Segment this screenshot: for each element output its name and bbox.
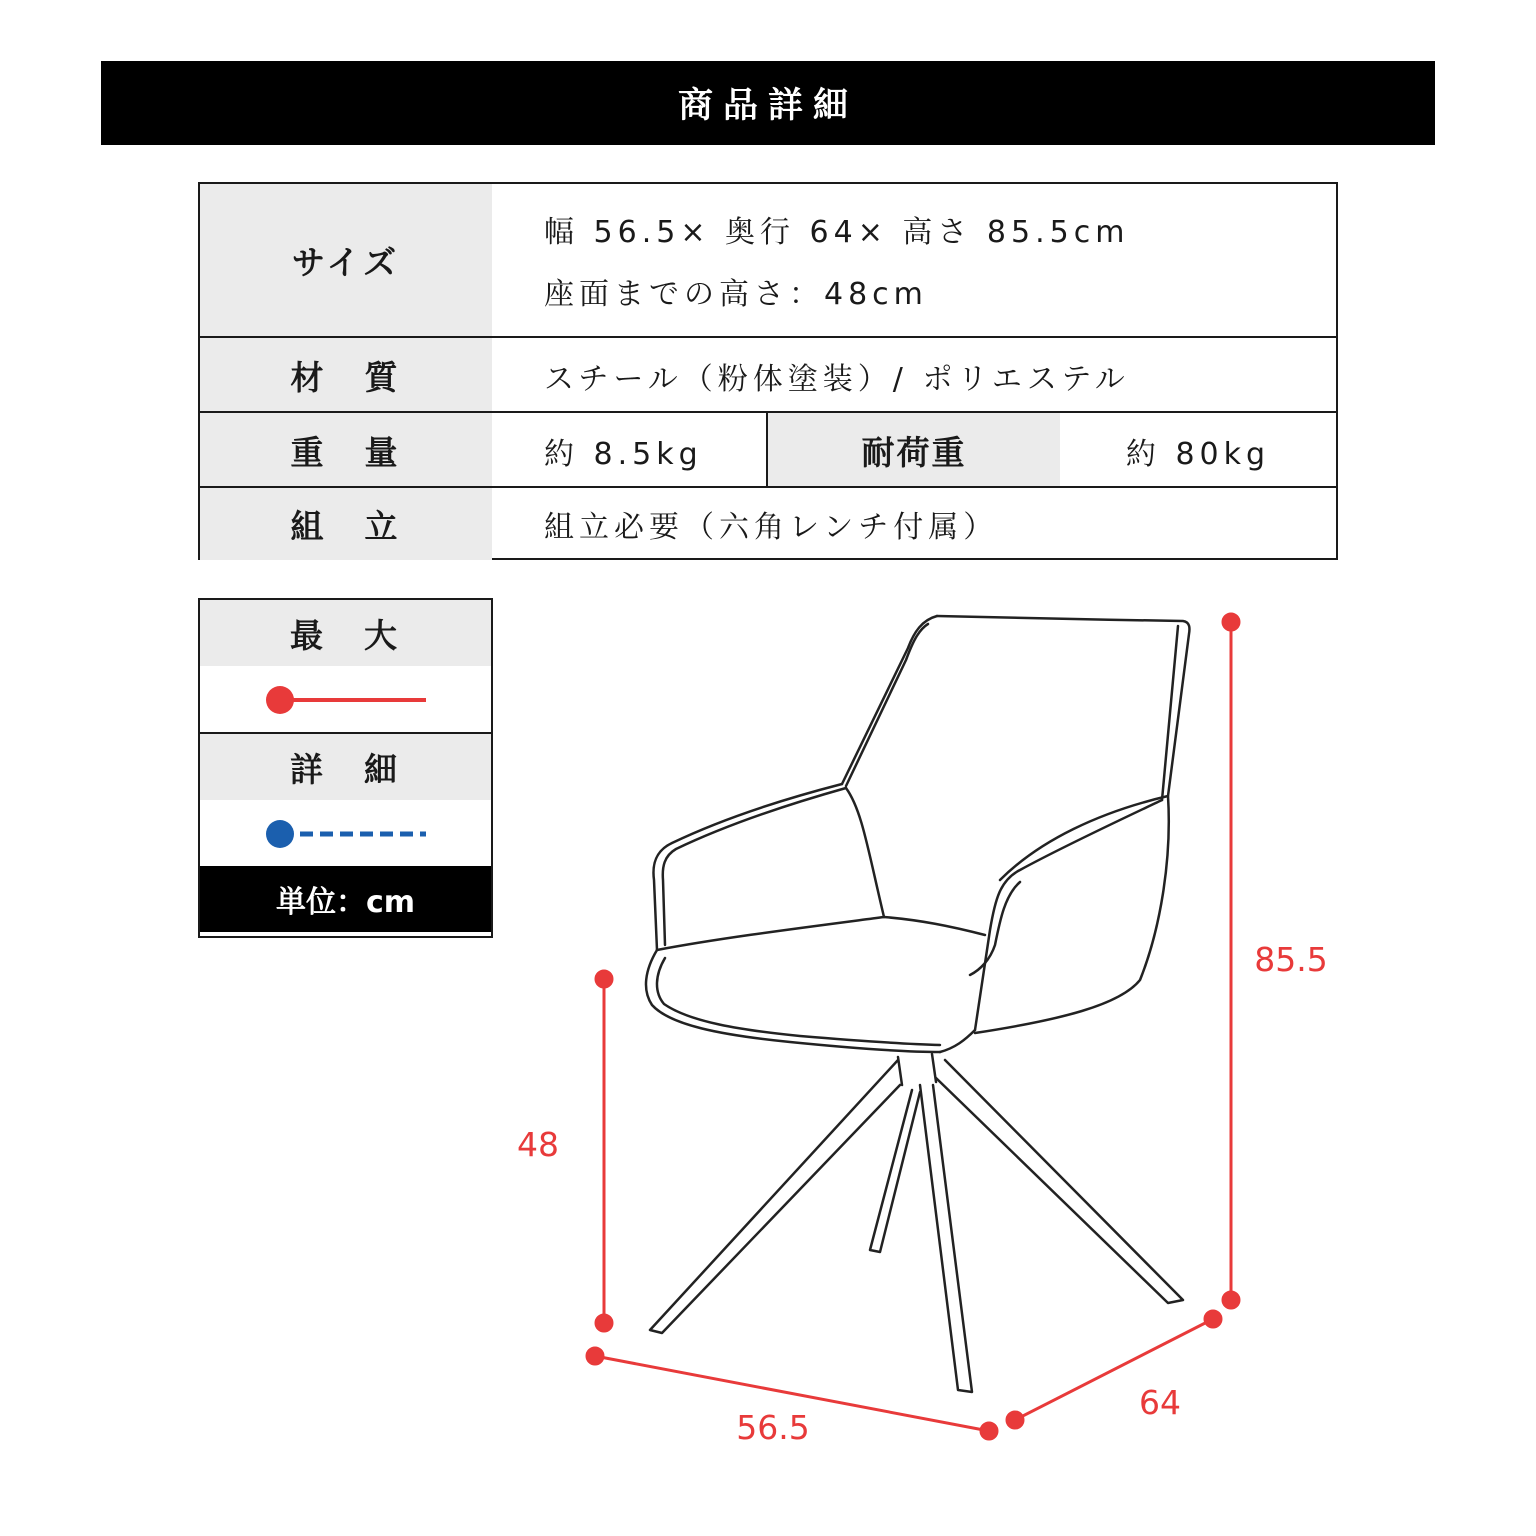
load-capacity-label: 耐荷重	[768, 413, 1060, 488]
depth-dimension-label: 64	[1139, 1383, 1181, 1422]
material-value: スチール（粉体塗装）/ ポリエステル	[544, 361, 1130, 397]
load-capacity-value: 約 80kg	[1125, 436, 1271, 472]
height-top-marker	[1223, 614, 1239, 630]
seat-top-marker	[596, 971, 612, 987]
unit-label: 単位：cm	[200, 866, 491, 932]
size-dimensions: 幅 56.5× 奥行 64× 高さ 85.5cm	[544, 215, 1130, 250]
assembly-value: 組立必要（六角レンチ付属）	[544, 510, 999, 545]
assembly-label: 組 立	[200, 488, 492, 560]
weight-value: 約 8.5kg	[492, 413, 768, 488]
depth-back-marker	[1205, 1311, 1221, 1327]
depth-front-marker	[1007, 1412, 1023, 1428]
page-title: 商品詳細	[101, 61, 1435, 145]
seat-bottom-marker	[596, 1315, 612, 1331]
chair-illustration	[646, 616, 1189, 1392]
seat-height-dimension-label: 48	[517, 1125, 559, 1164]
width-right-marker	[981, 1423, 997, 1439]
seat-height: 座面までの高さ：48cm	[544, 277, 928, 312]
width-left-marker	[587, 1348, 603, 1364]
width-dimension-label: 56.5	[736, 1408, 810, 1447]
legend-max-label: 最 大	[200, 600, 491, 666]
material-label: 材 質	[200, 338, 492, 413]
size-label: サイズ	[200, 184, 492, 336]
weight-label: 重 量	[200, 413, 492, 488]
dimension-lines	[587, 614, 1239, 1439]
legend-detail-label: 詳 細	[200, 734, 491, 800]
height-dimension-label: 85.5	[1254, 940, 1328, 979]
height-bottom-marker	[1223, 1292, 1239, 1308]
